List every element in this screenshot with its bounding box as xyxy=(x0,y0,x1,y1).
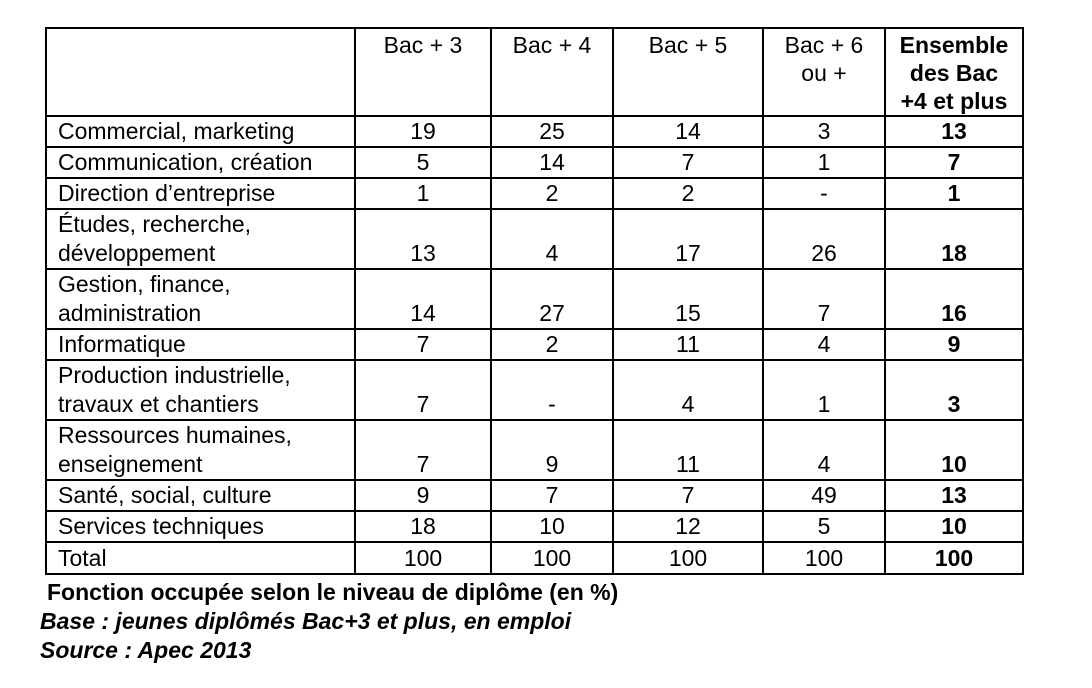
row-label: Commercial, marketing xyxy=(46,116,355,147)
cell-bac3: 7 xyxy=(355,420,491,480)
cell-bac5: 11 xyxy=(613,329,763,360)
header-cell-bac6: Bac + 6 ou + xyxy=(763,28,885,116)
cell-ensemble: 16 xyxy=(885,269,1023,329)
table-row xyxy=(46,360,1023,420)
cell-bac3: 14 xyxy=(355,269,491,329)
cell-ensemble: 13 xyxy=(885,480,1023,511)
header-cell-bac5: Bac + 5 xyxy=(613,28,763,116)
cell-ensemble: 3 xyxy=(885,360,1023,420)
cell-ensemble: 13 xyxy=(885,116,1023,147)
cell-bac3: 9 xyxy=(355,480,491,511)
cell-bac5: 14 xyxy=(613,116,763,147)
cell-bac6: 4 xyxy=(763,420,885,480)
cell-bac5: 12 xyxy=(613,511,763,542)
table-row xyxy=(46,269,1023,329)
cell-ensemble: 7 xyxy=(885,147,1023,178)
row-label: Informatique xyxy=(46,329,355,360)
row-label: Gestion, finance, administration xyxy=(46,269,355,329)
cell-bac3: 18 xyxy=(355,511,491,542)
cell-bac4: 14 xyxy=(491,147,613,178)
cell-bac4: 4 xyxy=(491,209,613,269)
table-row xyxy=(46,480,1023,511)
table-row xyxy=(46,147,1023,178)
cell-bac4: 7 xyxy=(491,480,613,511)
cell-bac3: 7 xyxy=(355,329,491,360)
cell-ensemble: 100 xyxy=(885,542,1023,574)
header-cell-bac3: Bac + 3 xyxy=(355,28,491,116)
cell-bac5: 2 xyxy=(613,178,763,209)
header-cell-ensemble: Ensemble des Bac +4 et plus xyxy=(885,28,1023,116)
cell-bac3: 5 xyxy=(355,147,491,178)
cell-bac5: 15 xyxy=(613,269,763,329)
cell-bac3: 1 xyxy=(355,178,491,209)
cell-bac6: 49 xyxy=(763,480,885,511)
base-note: Base : jeunes diplômés Bac+3 et plus, en emploi xyxy=(40,608,572,634)
cell-bac6: 26 xyxy=(763,209,885,269)
cell-ensemble: 18 xyxy=(885,209,1023,269)
header-cell-label xyxy=(46,28,355,116)
table-row xyxy=(46,116,1023,147)
cell-bac4: 9 xyxy=(491,420,613,480)
cell-bac6: 5 xyxy=(763,511,885,542)
cell-bac5: 100 xyxy=(613,542,763,574)
cell-bac5: 7 xyxy=(613,147,763,178)
table-row xyxy=(46,329,1023,360)
row-label: Études, recherche, développement xyxy=(46,209,355,269)
cell-bac6: 1 xyxy=(763,147,885,178)
cell-bac6: 4 xyxy=(763,329,885,360)
cell-bac6: - xyxy=(763,178,885,209)
cell-bac4: 10 xyxy=(491,511,613,542)
cell-bac3: 13 xyxy=(355,209,491,269)
row-label: Production industrielle, travaux et chantiers xyxy=(46,360,355,420)
cell-bac4: 100 xyxy=(491,542,613,574)
cell-bac4: - xyxy=(491,360,613,420)
table-row xyxy=(46,511,1023,542)
cell-bac4: 27 xyxy=(491,269,613,329)
row-label: Total xyxy=(46,542,355,574)
cell-bac6: 7 xyxy=(763,269,885,329)
cell-bac3: 100 xyxy=(355,542,491,574)
cell-bac5: 4 xyxy=(613,360,763,420)
cell-bac5: 11 xyxy=(613,420,763,480)
header-row xyxy=(46,28,1023,116)
table-row xyxy=(46,420,1023,480)
cell-ensemble: 10 xyxy=(885,420,1023,480)
cell-bac5: 17 xyxy=(613,209,763,269)
cell-bac6: 100 xyxy=(763,542,885,574)
total-row xyxy=(46,542,1023,574)
cell-ensemble: 9 xyxy=(885,329,1023,360)
cell-ensemble: 10 xyxy=(885,511,1023,542)
header-cell-bac4: Bac + 4 xyxy=(491,28,613,116)
cell-bac6: 3 xyxy=(763,116,885,147)
row-label: Services techniques xyxy=(46,511,355,542)
cell-bac3: 19 xyxy=(355,116,491,147)
row-label: Ressources humaines, enseignement xyxy=(46,420,355,480)
table-row xyxy=(46,209,1023,269)
cell-ensemble: 1 xyxy=(885,178,1023,209)
table-row xyxy=(46,178,1023,209)
row-label: Communication, création xyxy=(46,147,355,178)
cell-bac6: 1 xyxy=(763,360,885,420)
table-caption: Fonction occupée selon le niveau de diplôme (en %) xyxy=(47,579,619,605)
cell-bac4: 2 xyxy=(491,329,613,360)
row-label: Direction d’entreprise xyxy=(46,178,355,209)
cell-bac3: 7 xyxy=(355,360,491,420)
cell-bac4: 25 xyxy=(491,116,613,147)
cell-bac4: 2 xyxy=(491,178,613,209)
source-note: Source : Apec 2013 xyxy=(40,637,252,663)
data-table xyxy=(45,27,1024,575)
cell-bac5: 7 xyxy=(613,480,763,511)
row-label: Santé, social, culture xyxy=(46,480,355,511)
